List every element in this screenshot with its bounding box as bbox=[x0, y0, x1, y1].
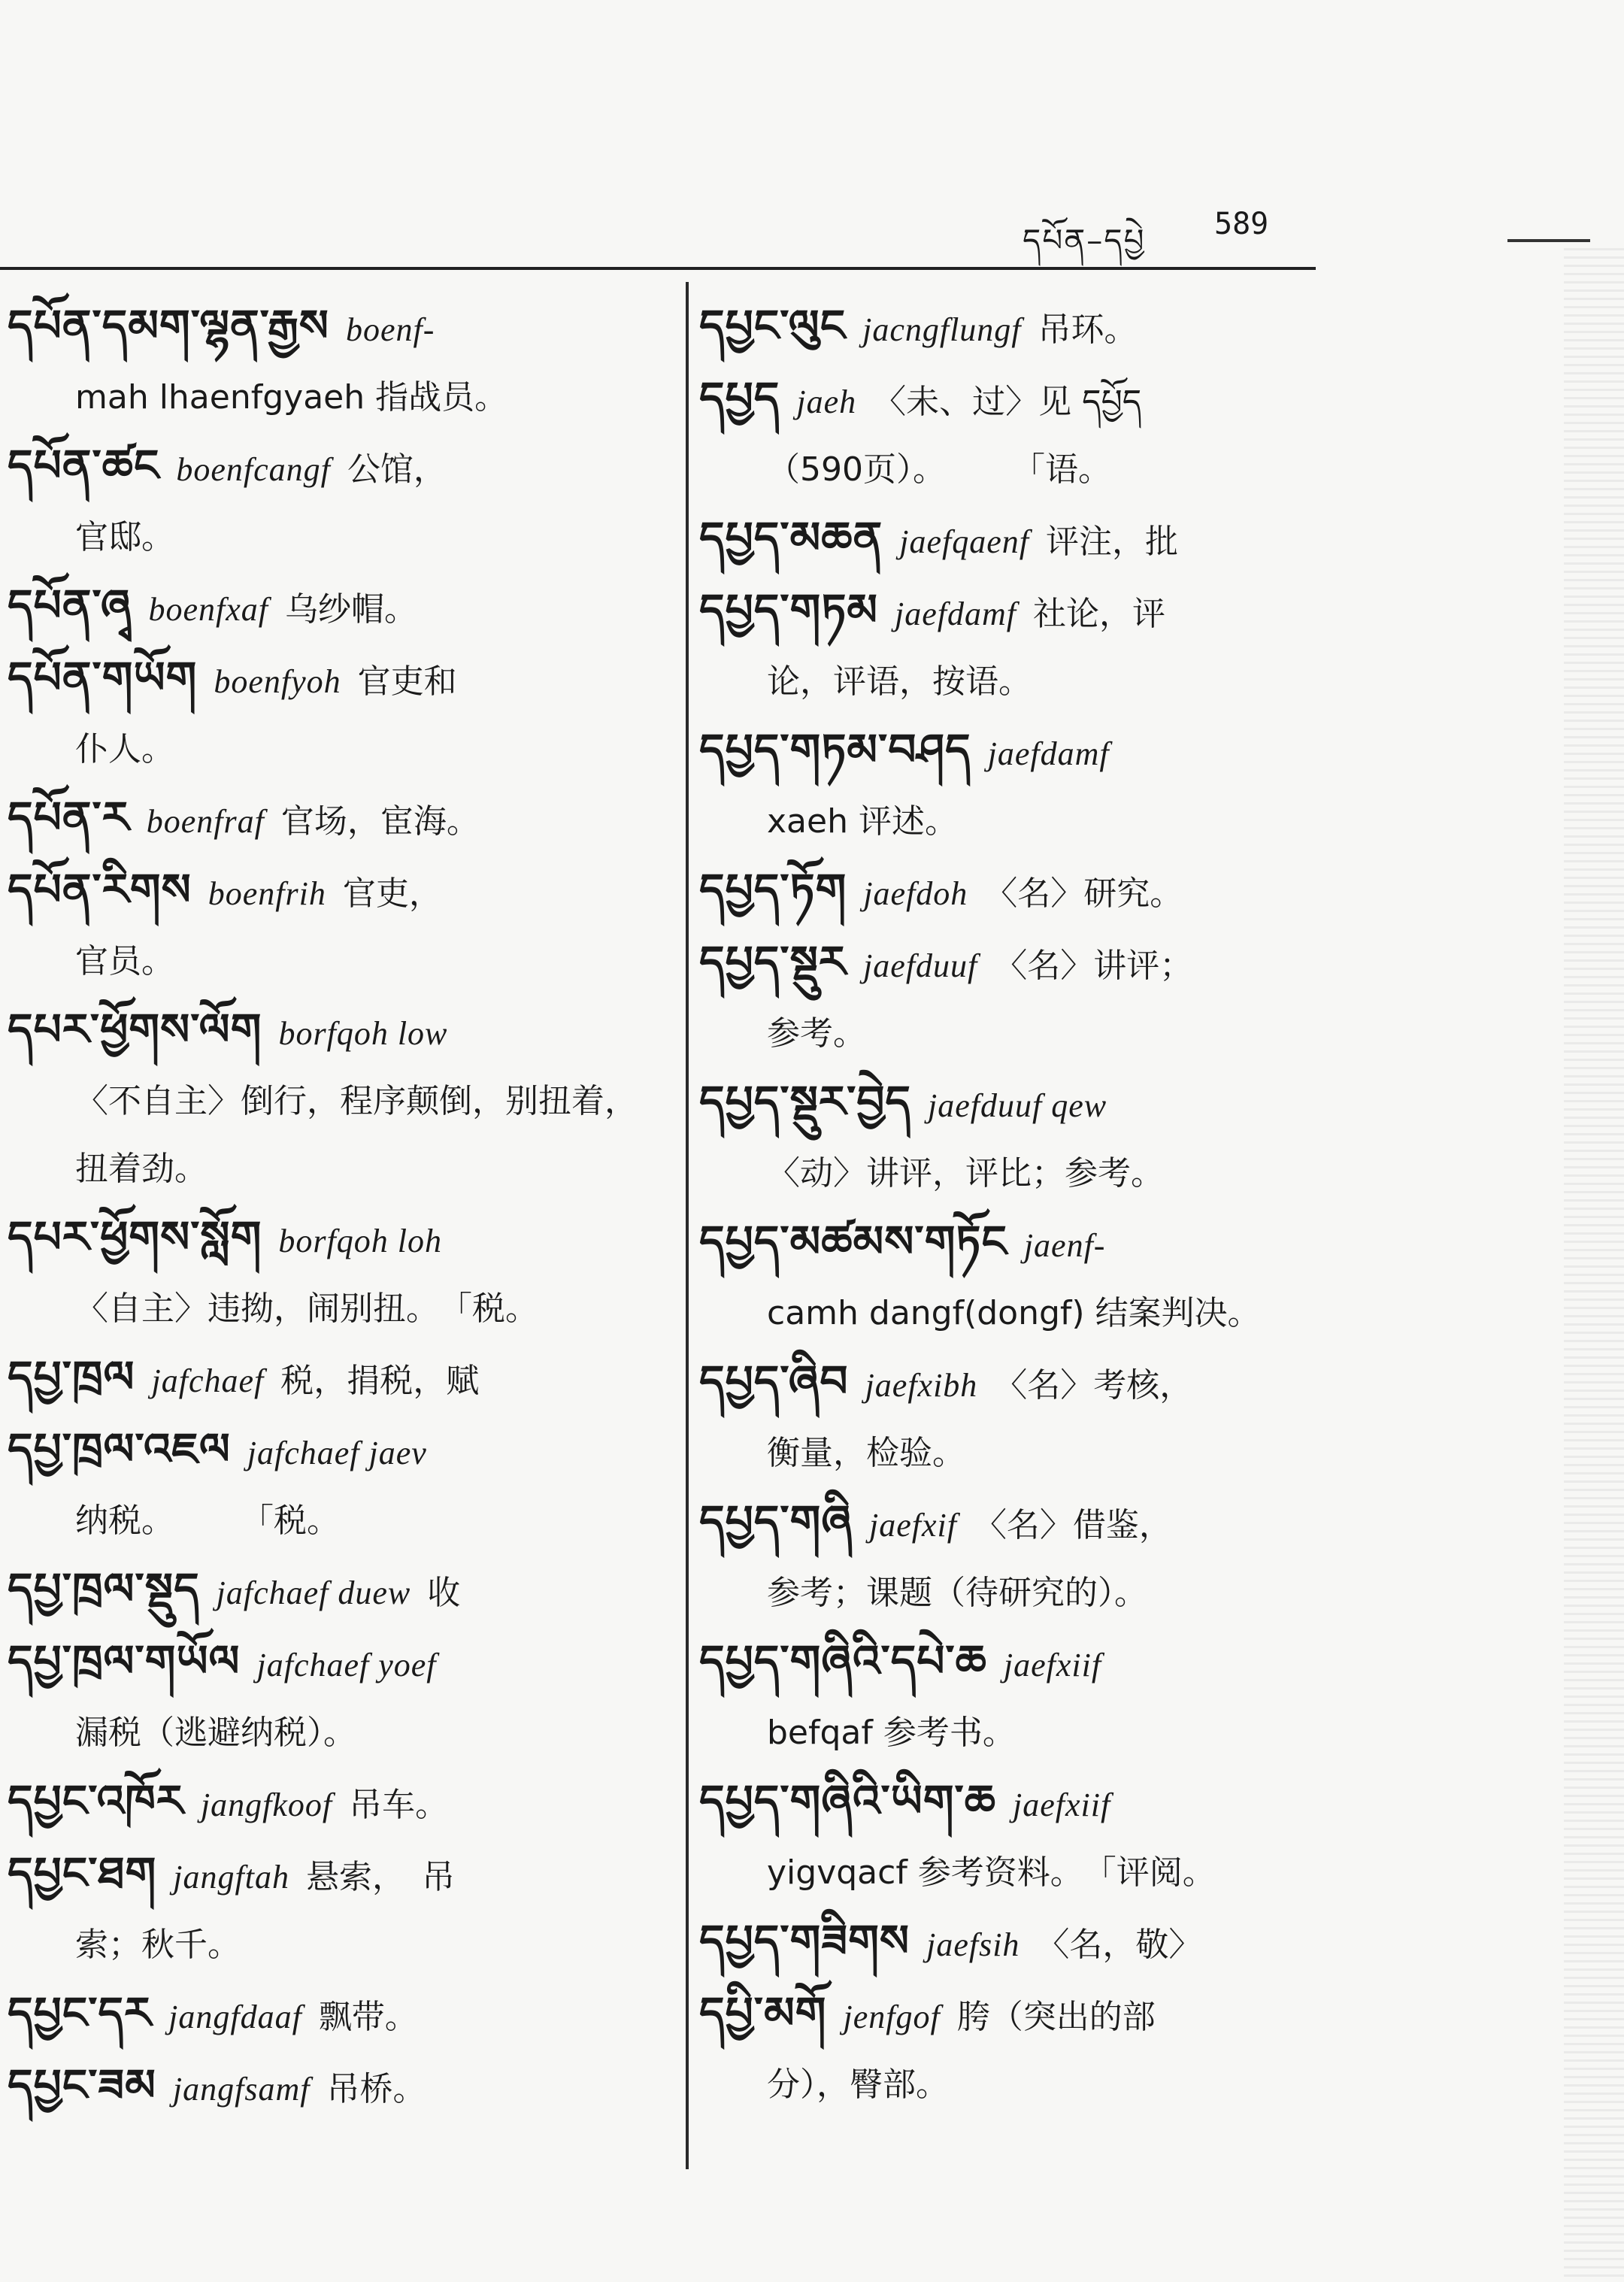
dictionary-entry bbox=[8, 856, 669, 996]
romanization: borfqoh low bbox=[278, 1015, 448, 1052]
dictionary-entry bbox=[699, 504, 1338, 576]
romanization: boenfxaf bbox=[148, 591, 269, 628]
gloss: 〈名〉考核， bbox=[994, 1366, 1193, 1405]
gloss: 吊桥。 bbox=[326, 2070, 426, 2108]
romanization: jaefduuf bbox=[863, 947, 978, 984]
edge-rule bbox=[1507, 239, 1590, 242]
headword-tibetan: དཔོན་རིགས bbox=[8, 864, 192, 915]
dictionary-entry bbox=[699, 1347, 1338, 1487]
dictionary-entry bbox=[699, 364, 1338, 504]
page-number: 589 bbox=[1214, 207, 1269, 241]
dictionary-entry bbox=[8, 1343, 669, 1415]
romanization: jangfsamf bbox=[172, 2071, 311, 2108]
entry-continuation: 〈动〉讲评，评比；参考。 bbox=[767, 1154, 1164, 1193]
headword-tibetan: དཔྱད་སྡུར bbox=[699, 936, 847, 987]
entry-continuation: 官邸。 bbox=[75, 518, 174, 556]
entry-continuation: camh dangf(dongf) 结案判决。 bbox=[767, 1294, 1261, 1332]
romanization: jaefqaenf bbox=[899, 523, 1029, 560]
headword-tibetan: དཔྱ་ཁྲལ་སྡུད bbox=[8, 1563, 200, 1614]
romanization: boenfraf bbox=[146, 803, 265, 840]
entry-continuation: yigvqacf 参考资料。 「评阅。 bbox=[767, 1853, 1216, 1892]
romanization: jangfdaaf bbox=[168, 1999, 302, 2035]
dictionary-entry bbox=[699, 1767, 1338, 1907]
entry-continuation: 衡量，检验。 bbox=[767, 1434, 965, 1472]
gloss: 公馆， bbox=[347, 450, 447, 489]
gloss: 官吏， bbox=[342, 874, 442, 913]
gloss: 评注，批 bbox=[1045, 523, 1178, 561]
romanization: jaefdamf bbox=[987, 735, 1110, 772]
gloss: 胯（突出的部 bbox=[956, 1998, 1156, 2036]
gloss: 社论，评 bbox=[1033, 595, 1165, 633]
headword-tibetan: དཔྱ་ཁྲལ་འཇལ bbox=[8, 1423, 231, 1474]
romanization: jaefdoh bbox=[863, 875, 968, 912]
romanization: jacngflungf bbox=[862, 311, 1022, 348]
headword-tibetan: དཔོན་ཞྭ bbox=[8, 580, 132, 631]
headword-tibetan: དཔྱད་སྡུར་བྱེད bbox=[699, 1076, 912, 1127]
entry-continuation: 仆人。 bbox=[75, 730, 174, 768]
entry-continuation: 〈不自主〉倒行，程序颠倒，别扭着，扭着劲。 bbox=[75, 1082, 638, 1188]
romanization: jaefsih bbox=[926, 1926, 1020, 1963]
romanization: borfqoh loh bbox=[278, 1223, 442, 1259]
dictionary-entry bbox=[699, 576, 1338, 716]
romanization: boenf- bbox=[345, 311, 435, 348]
gloss: 〈名〉讲评； bbox=[994, 947, 1193, 985]
entry-continuation: befqaf 参考书。 bbox=[767, 1714, 1016, 1752]
dictionary-entry bbox=[8, 1203, 669, 1343]
dictionary-entry bbox=[8, 1979, 669, 2051]
headword-tibetan: དཔྱང་དར bbox=[8, 1987, 153, 2038]
left-column bbox=[8, 292, 669, 2123]
romanization: jafchaef bbox=[151, 1362, 265, 1399]
headword-tibetan: དཔྱང་ཟམ bbox=[8, 2059, 156, 2111]
dictionary-entry bbox=[699, 1487, 1338, 1627]
entry-continuation: mah lhaenfgyaeh 指战员。 bbox=[75, 378, 508, 417]
romanization: jaefxiif bbox=[1003, 1647, 1102, 1683]
romanization: jaefxif bbox=[868, 1507, 957, 1544]
dictionary-entry bbox=[8, 1555, 669, 1627]
dictionary-entry bbox=[8, 996, 669, 1203]
gloss: 吊车。 bbox=[349, 1786, 449, 1824]
romanization: jafchaef yoef bbox=[256, 1647, 437, 1683]
dictionary-entry bbox=[8, 1839, 669, 1979]
headword-tibetan: དཔྱད་མཆན bbox=[699, 512, 883, 563]
headword-tibetan: དཔྱད་གཏམ bbox=[699, 584, 879, 635]
headword-tibetan: དཔོན་ཚང bbox=[8, 440, 160, 491]
entry-continuation: 官员。 bbox=[75, 942, 174, 980]
headword-tibetan: དཔྱད bbox=[699, 372, 780, 423]
headword-tibetan: དཔྱད་ཏོག bbox=[699, 864, 847, 915]
page-edge-scan-noise bbox=[1564, 248, 1624, 2278]
dictionary-entry bbox=[699, 716, 1338, 856]
column-divider bbox=[686, 282, 689, 2169]
dictionary-entry bbox=[699, 856, 1338, 928]
dictionary-entry bbox=[8, 644, 669, 783]
running-head: དཔོན–དཔྱེ bbox=[1023, 222, 1146, 259]
entry-continuation: 索；秋千。 bbox=[75, 1926, 241, 1964]
gloss: 吊环。 bbox=[1038, 311, 1138, 349]
romanization: jangftah bbox=[173, 1859, 289, 1896]
romanization: boenfrih bbox=[208, 875, 326, 912]
headword-tibetan: དཔྱད་གཞིའི་ཡིག་ཆ bbox=[699, 1775, 997, 1826]
dictionary-entry bbox=[8, 292, 669, 432]
romanization: jaefdamf bbox=[895, 596, 1017, 632]
dictionary-entry bbox=[699, 1979, 1338, 2119]
dictionary-entry bbox=[699, 1068, 1338, 1208]
gloss: 官场，宦海。 bbox=[280, 802, 480, 841]
gloss: 收 bbox=[427, 1574, 461, 1612]
romanization: jaefxibh bbox=[865, 1367, 978, 1404]
gloss: 悬索， 吊 bbox=[305, 1858, 455, 1896]
entry-continuation: 纳税。 「税。 bbox=[75, 1502, 340, 1540]
headword-tibetan: དཔྱད་ཞིབ bbox=[699, 1356, 849, 1407]
headword-tibetan: དཔྱད་གཞི bbox=[699, 1496, 853, 1547]
dictionary-entry bbox=[8, 1767, 669, 1839]
gloss: 税，捐税，赋 bbox=[280, 1362, 480, 1400]
entry-continuation: 参考；课题（待研究的）。 bbox=[767, 1574, 1147, 1612]
entry-continuation: xaeh 评述。 bbox=[767, 802, 958, 841]
headword-tibetan: དཔྱི་མགོ bbox=[699, 1987, 827, 2038]
headword-tibetan: དཔར་ཕྱོགས་ལོག bbox=[8, 1004, 262, 1055]
gloss: 〈名〉研究。 bbox=[984, 874, 1183, 913]
headword-tibetan: དཔྱ་ཁྲལ bbox=[8, 1351, 135, 1402]
romanization: jaefduuf qew bbox=[928, 1087, 1107, 1124]
romanization: jenfgof bbox=[843, 1999, 941, 2035]
dictionary-entry bbox=[8, 783, 669, 856]
romanization: jaeh bbox=[796, 383, 857, 420]
entry-continuation: 分），臀部。 bbox=[767, 2065, 949, 2104]
entry-continuation: 漏税（逃避纳税）。 bbox=[75, 1714, 356, 1752]
headword-tibetan: དཔྱད་གཟིགས bbox=[699, 1915, 910, 1966]
dictionary-entry bbox=[8, 1415, 669, 1555]
headword-tibetan: དཔོན་གཡོག bbox=[8, 652, 198, 703]
gloss: 飘带。 bbox=[318, 1998, 418, 2036]
romanization: jaefxiif bbox=[1013, 1787, 1111, 1823]
entry-continuation: （590页）。 「语。 bbox=[767, 450, 1111, 489]
dictionary-entry bbox=[699, 1208, 1338, 1347]
romanization: jafchaef duew bbox=[216, 1574, 411, 1611]
romanization: jaenf- bbox=[1023, 1227, 1106, 1264]
headword-tibetan: དཔོན་ར bbox=[8, 792, 130, 843]
romanization: jafchaef jaev bbox=[247, 1435, 427, 1471]
headword-tibetan: དཔྱད་མཚམས་གཏོང bbox=[699, 1216, 1007, 1267]
dictionary-entry bbox=[699, 1907, 1338, 1979]
entry-continuation: 参考。 bbox=[767, 1014, 866, 1053]
headword-tibetan: དཔར་ཕྱོགས་སློག bbox=[8, 1211, 262, 1262]
romanization: jangfkoof bbox=[200, 1787, 333, 1823]
header-rule bbox=[0, 267, 1316, 270]
entry-continuation: 论，评语，按语。 bbox=[767, 662, 1032, 701]
dictionary-entry bbox=[8, 571, 669, 644]
entry-continuation: 〈自主〉违拗，闹别扭。 「税。 bbox=[75, 1289, 538, 1328]
gloss: 〈名〉借鉴， bbox=[973, 1506, 1172, 1544]
right-column bbox=[699, 292, 1338, 2119]
gloss: 官吏和 bbox=[357, 662, 457, 701]
headword-tibetan: དཔྱང་འཁོར bbox=[8, 1775, 184, 1826]
headword-tibetan: དཔོན་དམག་ལྷན་རྒྱས bbox=[8, 300, 329, 351]
dictionary-entry bbox=[8, 2051, 669, 2123]
headword-tibetan: དཔྱང་ལུང bbox=[699, 300, 847, 351]
headword-tibetan: དཔྱད་གཏམ་བཤད bbox=[699, 724, 971, 775]
romanization: boenfcangf bbox=[176, 451, 331, 488]
dictionary-entry bbox=[8, 432, 669, 571]
gloss: 〈未、过〉见 དཔྱོད bbox=[873, 383, 1142, 421]
dictionary-entry bbox=[8, 1627, 669, 1767]
romanization: boenfyoh bbox=[214, 663, 341, 700]
headword-tibetan: དཔྱད་གཞིའི་དཔེ་ཆ bbox=[699, 1635, 987, 1686]
gloss: 乌纱帽。 bbox=[285, 590, 418, 629]
headword-tibetan: དཔྱང་ཐག bbox=[8, 1847, 157, 1899]
dictionary-entry bbox=[699, 928, 1338, 1068]
dictionary-entry bbox=[699, 292, 1338, 364]
dictionary-entry bbox=[699, 1627, 1338, 1767]
gloss: 〈名，敬〉 bbox=[1036, 1926, 1202, 1964]
headword-tibetan: དཔྱ་ཁྲལ་གཡོལ bbox=[8, 1635, 241, 1686]
